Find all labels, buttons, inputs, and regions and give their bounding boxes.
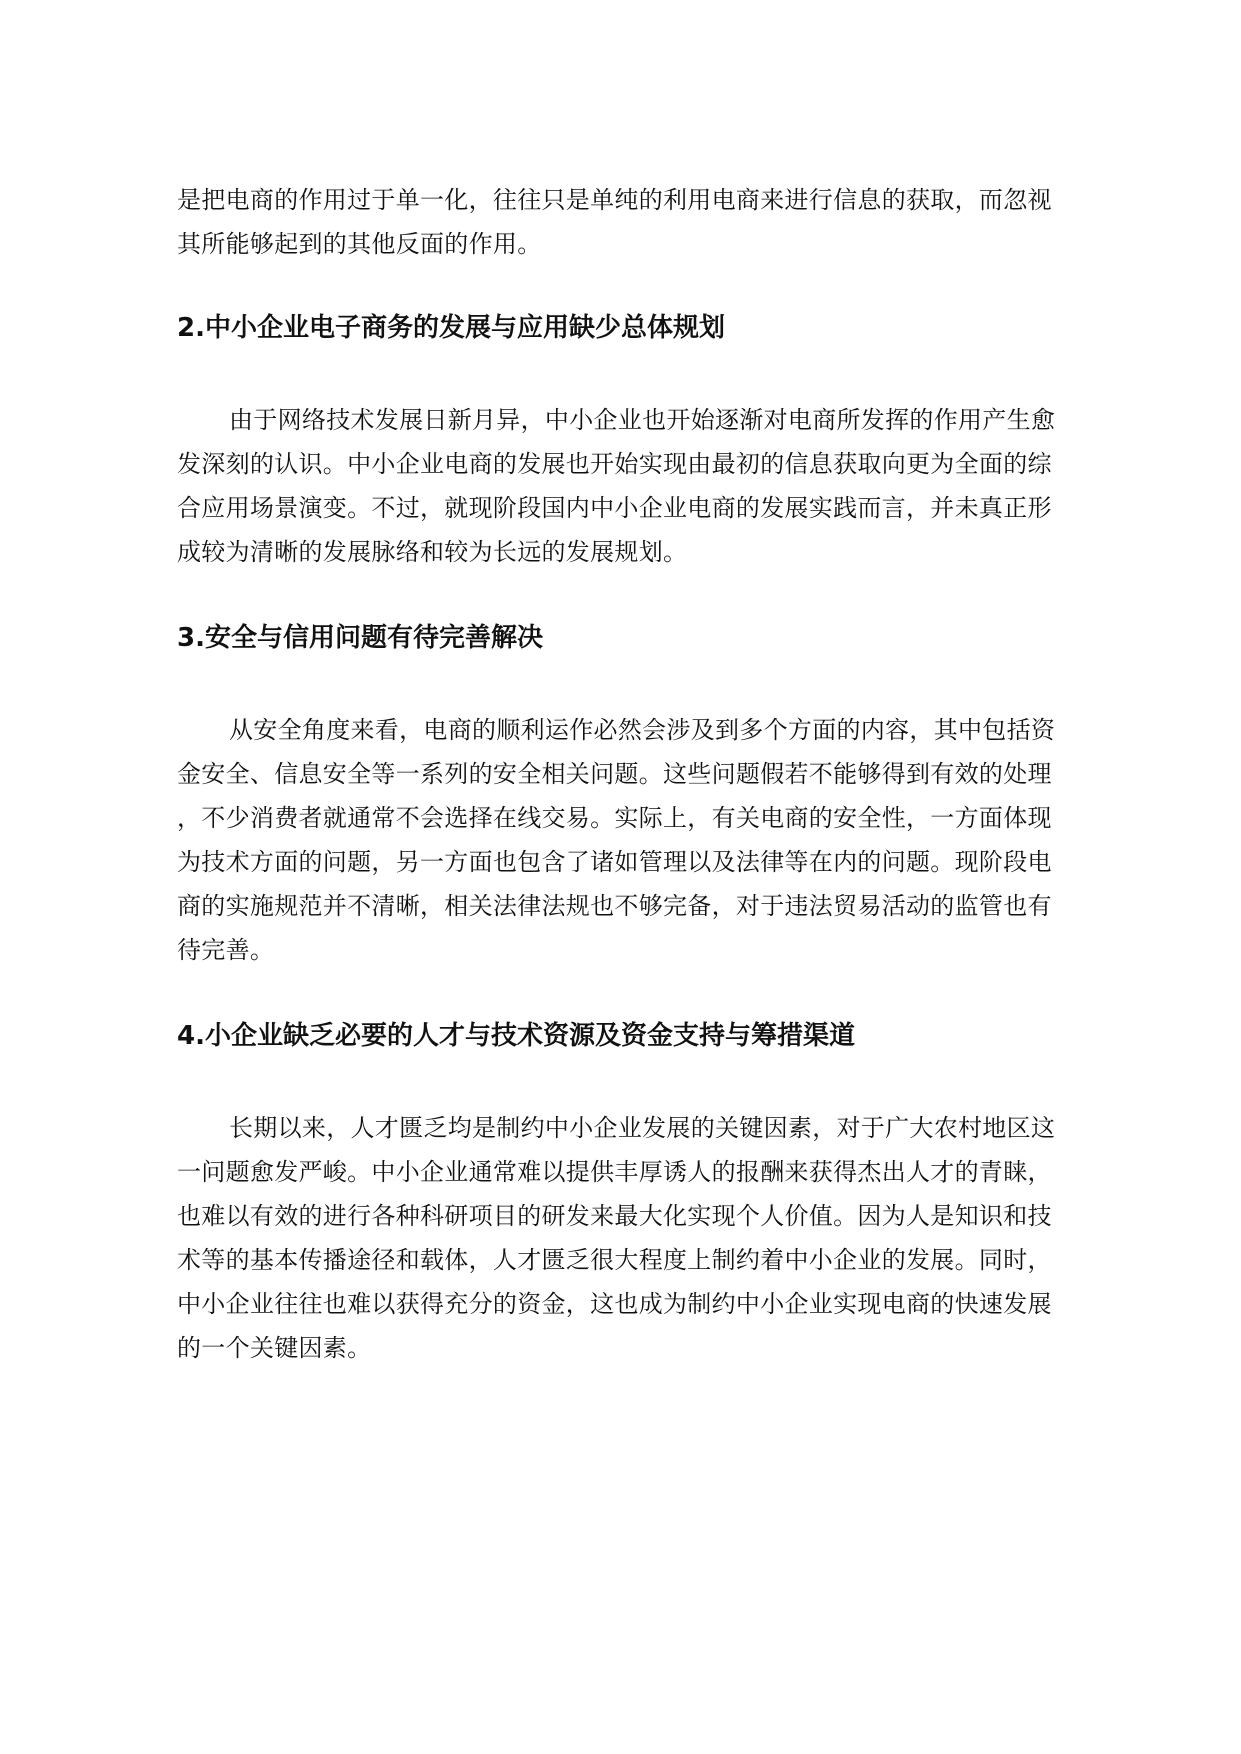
paragraph-line: 成较为清晰的发展脉络和较为长远的发展规划。 <box>177 538 688 566</box>
paragraph-line: 金安全、信息安全等一系列的安全相关问题。这些问题假若不能够得到有效的处理 <box>177 760 1052 788</box>
paragraph-line: ，不少消费者就通常不会选择在线交易。实际上，有关电商的安全性，一方面体现 <box>177 804 1052 832</box>
paragraph-line: 中小企业往往也难以获得充分的资金，这也成为制约中小企业实现电商的快速发展 <box>177 1290 1052 1318</box>
section-heading: 3.安全与信用问题有待完善解决 <box>177 623 543 653</box>
paragraph-line: 从安全角度来看，电商的顺利运作必然会涉及到多个方面的内容，其中包括资 <box>229 716 1056 744</box>
paragraph-line: 长期以来，人才匮乏均是制约中小企业发展的关键因素，对于广大农村地区这 <box>229 1114 1056 1142</box>
paragraph-line: 发深刻的认识。中小企业电商的发展也开始实现由最初的信息获取向更为全面的综 <box>177 450 1052 478</box>
paragraph-line: 待完善。 <box>177 936 275 964</box>
paragraph-line: 术等的基本传播途径和载体，人才匮乏很大程度上制约着中小企业的发展。同时， <box>177 1246 1052 1274</box>
paragraph-line: 由于网络技术发展日新月异，中小企业也开始逐渐对电商所发挥的作用产生愈 <box>229 406 1056 434</box>
section-heading: 4.小企业缺乏必要的人才与技术资源及资金支持与筹措渠道 <box>177 1021 855 1051</box>
paragraph-line: 其所能够起到的其他反面的作用。 <box>177 230 542 258</box>
section-heading: 2.中小企业电子商务的发展与应用缺少总体规划 <box>177 313 725 343</box>
paragraph-line: 为技术方面的问题，另一方面也包含了诸如管理以及法律等在内的问题。现阶段电 <box>177 848 1052 876</box>
paragraph-line: 商的实施规范并不清晰，相关法律法规也不够完备，对于违法贸易活动的监管也有 <box>177 892 1052 920</box>
paragraph-line: 的一个关键因素。 <box>177 1334 372 1362</box>
paragraph-line: 一问题愈发严峻。中小企业通常难以提供丰厚诱人的报酬来获得杰出人才的青睐， <box>177 1158 1052 1186</box>
paragraph-line: 合应用场景演变。不过，就现阶段国内中小企业电商的发展实践而言，并未真正形 <box>177 494 1052 522</box>
paragraph-line: 也难以有效的进行各种科研项目的研发来最大化实现个人价值。因为人是知识和技 <box>177 1202 1052 1230</box>
paragraph-line: 是把电商的作用过于单一化，往往只是单纯的利用电商来进行信息的获取，而忽视 <box>177 186 1052 214</box>
